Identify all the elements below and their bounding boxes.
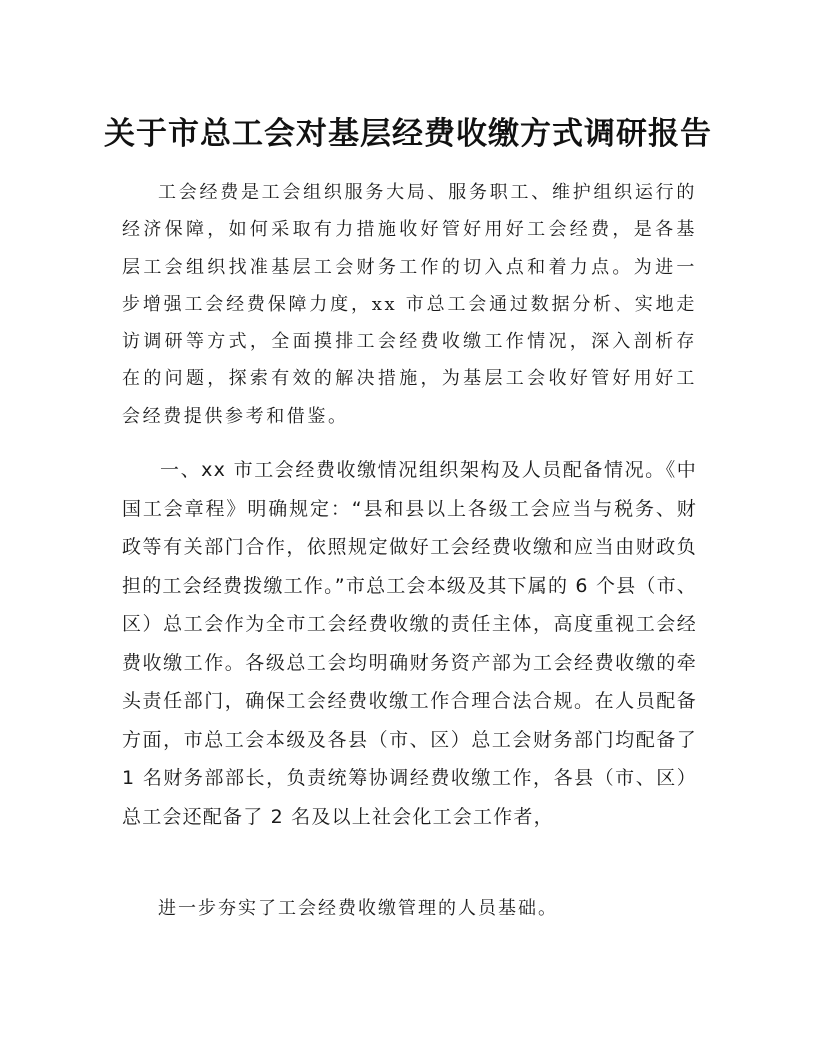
intro-paragraph: 工会经费是工会组织服务大局、服务职工、维护组织运行的经济保障，如何采取有力措施收好管好用好工会经费，是各基层工会组织找准基层工会财务工作的切入点和着力点。为进一步增强工会经费保障力度，xx 市总工会通过数据分析、实地走访调研等方式，全面摸排工会经费收缴工作情况，深入剖析存在的问题，探索有效的解决措施，为基层工会收好管好用好工会经费提供参考和借鉴。 xyxy=(122,182,697,427)
closing-paragraph: 进一步夯实了工会经费收缴管理的人员基础。 xyxy=(158,898,558,919)
document-title: 关于市总工会对基层经费收缴方式调研报告 xyxy=(104,116,712,152)
section-one-paragraph: 一、xx 市工会经费收缴情况组织架构及人员配备情况。《中国工会章程》明确规定：“县和县以上各级工会应当与税务、财政等有关部门合作，依照规定做好工会经费收缴和应当由财政负担的工会经费拨缴工作。”市总工会本级及其下属的 6 个县（市、区）总工会作为全市工会经费收缴的责任主体，高度重视工会经费收缴工作。各级总工会均明确财务资产部为工会经费收缴的牵头责任部门，确保工会经费收缴工作合理合法合规。在人员配备方面，市总工会本级及各县（市、区）总工会财务部门均配备了 1 名财务部部长，负责统筹协调经费收缴工作，各县（市、区）总工会还配备了 2 名及以上社会化工会工作者， xyxy=(122,459,697,828)
